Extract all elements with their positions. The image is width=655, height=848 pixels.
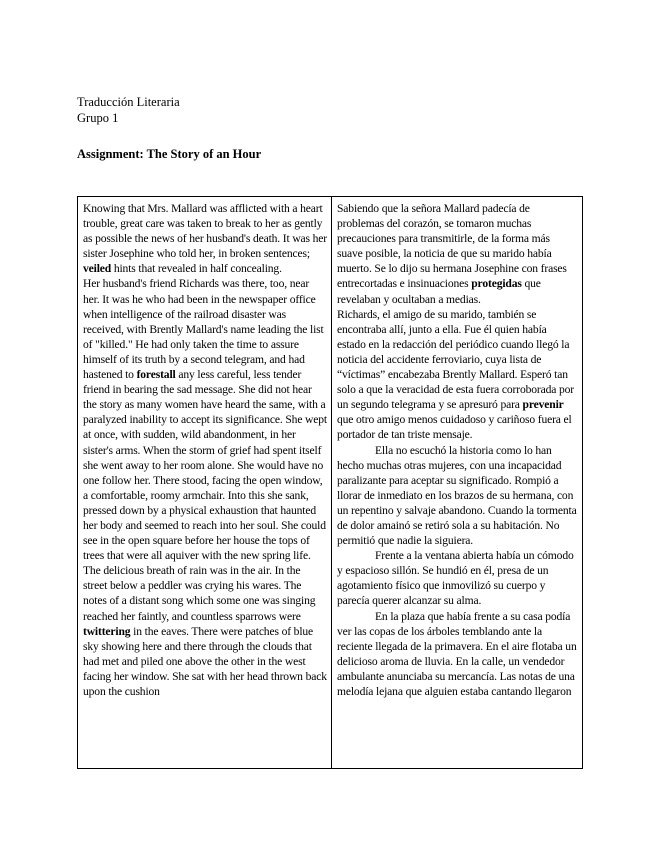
english-text: Her husband's friend Richards was there, too, near her. It was he who had been in the newspaper office when intelligence of the railroad disaster was received, with Brently Mallard's name leading the list of "killed." He had only taken the time to assure himself of its truth by a second telegram, and had hastened to <box>83 277 324 382</box>
highlighted-word-veiled: veiled <box>83 262 112 276</box>
highlighted-word-forestall: forestall <box>136 368 176 382</box>
english-text: hints that revealed in half concealing. <box>111 262 282 276</box>
spanish-paragraph-5: En la plaza que había frente a su casa podía ver las copas de los árboles temblando ante la reciente llegada de la primavera. En el aire flotaba un delicioso aroma de lluvia. En la calle, un vendedor ambulante anunciaba su mercancía. Las notas de una melodía lejana que alguien estaba cantando llegaron <box>337 609 577 698</box>
document-header <box>77 94 180 126</box>
group-label: Grupo 1 <box>77 111 119 125</box>
english-paragraph-1 <box>83 201 327 276</box>
highlighted-word-protegidas: protegidas <box>471 277 522 291</box>
english-column <box>78 197 332 769</box>
spanish-paragraph-4: Frente a la ventana abierta había un cómodo y espacioso sillón. Se hundió en él, presa de un agotamiento físico que inmovilizó su cuerpo y parecía querer alcanzar su alma. <box>337 549 574 608</box>
spanish-text: Sabiendo que la señora Mallard padecía de problemas del corazón, se tomaron muchas precauciones para transmitirle, de la forma más suave posible, la noticia de que su marido había muerto. Se lo dijo su hermana Josephine con frases entrecortadas e insinuaciones <box>337 202 567 291</box>
spanish-text: que revelaban y ocultaban a medias. <box>337 277 541 306</box>
english-text: Knowing that Mrs. Mallard was afflicted with a heart trouble, great care was taken to break to her as gently as possible the news of her husband's death. It was her sister Josephine who told her, in broken sentences; <box>83 202 328 261</box>
spanish-text: que otro amigo menos cuidadoso y cariñoso fuera el portador de tan triste mensaje. <box>337 413 572 442</box>
spanish-paragraph-2 <box>337 307 578 443</box>
english-text: any less careful, less tender friend in bearing the sad message. She did not hear the story as many women have heard the same, with a paralyzed inability to accept its significance. She wept at once, with sudden, wild abandonment, in her sister's arms. When the storm of grief had spent itself she went away to her room alone. She would have no one follow her. There stood, facing the open window, a comfortable, roomy armchair. Into this she sank, pressed down by a physical exhaustion that haunted her body and seemed to reach into her soul. She could see in the open square before her house the tops of trees that were all aquiver with the new spring life. The delicious breath of rain was in the air. In the street below a peddler was crying his wares. The notes of a distant song which some one was singing reached her faintly, and countless sparrows were <box>83 368 327 623</box>
highlighted-word-prevenir: prevenir <box>522 398 564 412</box>
assignment-title: Assignment: The Story of an Hour <box>77 147 262 161</box>
spanish-text: Richards, el amigo de su marido, también se encontraba allí, junto a ella. Fue él quien había estado en la redacción del periódico cuando llegó la noticia del accidente ferroviario, cuya lista de “víctimas” encabezaba Brently Mallard. Esperó tan solo a que la veracidad de esta fuera corroborada por un segundo telegrama y se apresuró para <box>337 307 575 412</box>
english-paragraph-2 <box>83 276 327 699</box>
spanish-paragraph-3: Ella no escuchó la historia como lo han hecho muchas otras mujeres, con una incapacidad paralizante para aceptar su significado. Rompió a llorar de inmediato en los brazos de su hermana, con un repentino y salvaje abandono. Cuando la tormenta de dolor amainó se retiró sola a su habitación. No permitió que nadie la siguiera. <box>337 443 577 548</box>
course-name: Traducción Literaria <box>77 95 180 109</box>
spanish-column <box>332 197 583 769</box>
english-text: in the eaves. There were patches of blue sky showing here and there through the clouds that had met and piled one above the other in the west facing her window. She sat with her head thrown back upon the cushion <box>83 624 327 698</box>
translation-table <box>77 196 583 769</box>
translation-row <box>78 197 583 769</box>
highlighted-word-twittering: twittering <box>83 624 131 638</box>
spanish-paragraph-1 <box>337 201 578 307</box>
